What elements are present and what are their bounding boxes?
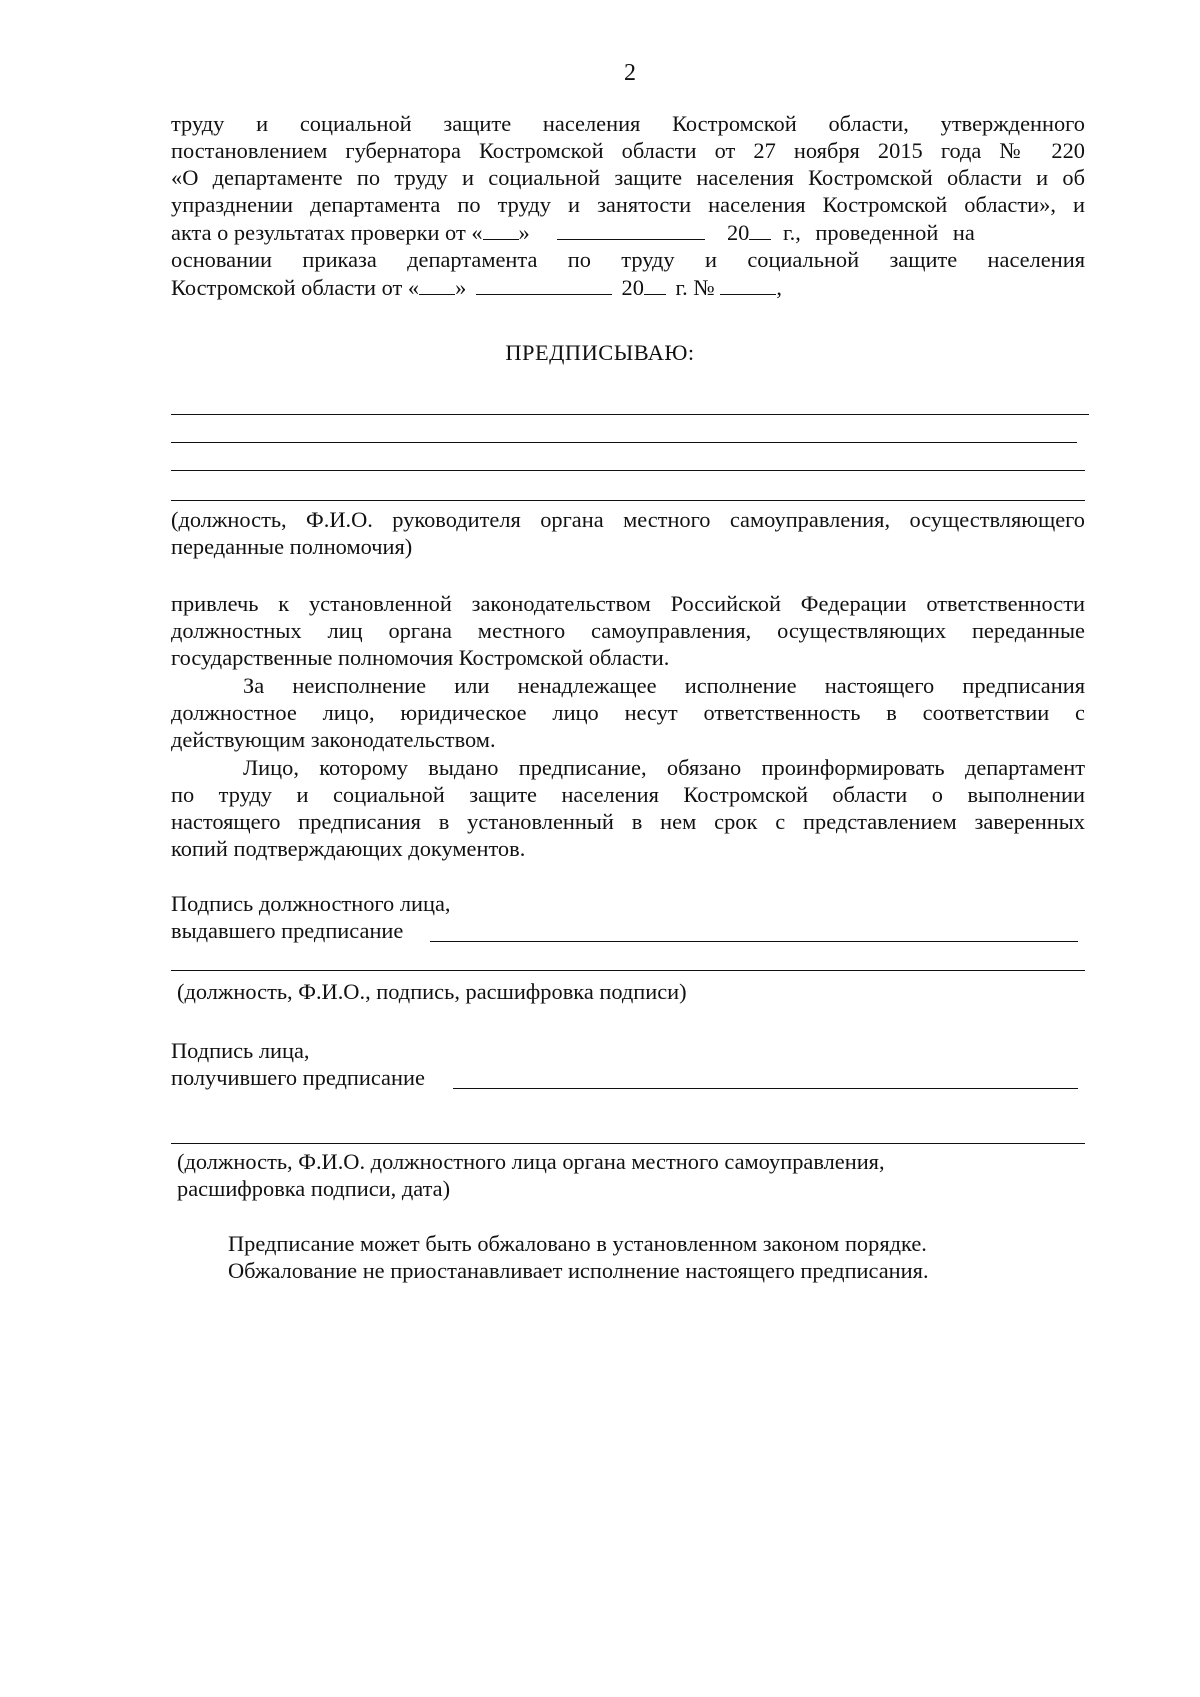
month-blank[interactable] [557,218,705,240]
fill-line[interactable] [171,470,1085,471]
recipient-signature-label: получившего предписание [171,1065,425,1090]
intro-paragraph [171,110,1085,301]
reporting-paragraph: Лицо, которому выдано предписание, обязано проинформировать департамент по труду и социальной защите населения Костромской области о выполнении настоящего предписания в установленный в нем срок с представлением заверенных копий подтверждающих документов. [171,755,1085,861]
intro-line: «О департаменте по труду и социальной защите населения Костромской области и об [171,165,1085,190]
fill-line[interactable] [171,442,1077,443]
issuer-signature-caption: (должность, Ф.И.О., подпись, расшифровка подписи) [177,979,687,1004]
intro-line: постановлением губернатора Костромской области от 27 ноября 2015 года № 220 [171,138,1085,163]
intro-line: упразднении департамента по труду и занятости населения Костромской области», и [171,192,1085,217]
obligation-paragraph: привлечь к установленной законодательством Российской Федерации ответственности должностных лиц органа местного самоуправления, осуществляющих переданные государственные полномочия Костромской области. [171,591,1085,670]
appeal-note: Предписание может быть обжаловано в установленном законом порядке. Обжалование не приостанавливает исполнение настоящего предписания. [228,1231,929,1283]
issuer-signature-line[interactable] [430,941,1078,942]
fill-line[interactable] [171,500,1085,501]
order-day-blank[interactable] [419,273,455,295]
page-number: 2 [624,60,636,86]
issuer-signature-label: Подпись должностного лица, [171,891,451,916]
liability-paragraph: За неисполнение или ненадлежащее исполнение настоящего предписания должностное лицо, юридическое лицо несут ответственность в соответствии с действующим законодательством. [171,673,1085,752]
issuer-signature-block [171,890,451,944]
order-month-blank[interactable] [476,273,612,295]
day-blank[interactable] [483,218,519,240]
issuer-signature-label: выдавшего предписание [171,918,404,943]
year-blank[interactable] [749,218,771,240]
recipient-signature-block [171,1037,425,1091]
official-caption: (должность, Ф.И.О. руководителя органа местного самоуправления, осуществляющего переданные полномочия) [171,507,1085,559]
document-heading: ПРЕДПИСЫВАЮ: [505,340,695,365]
intro-line-inspection-act: акта о результатах проверки от « » 20 г., проведенной на [171,220,975,245]
intro-line-order: Костромской области от « » 20 г. № , [171,275,782,300]
recipient-details-line[interactable] [171,1143,1085,1144]
recipient-signature-caption: (должность, Ф.И.О. должностного лица органа местного самоуправления, расшифровка подписи, дата) [177,1149,885,1201]
intro-line: труду и социальной защите населения Костромской области, утвержденного [171,111,1085,136]
issuer-details-line[interactable] [171,970,1085,971]
order-year-blank[interactable] [644,273,666,295]
recipient-signature-line[interactable] [453,1088,1078,1089]
intro-line: основании приказа департамента по труду и социальной защите населения [171,247,1085,272]
fill-line[interactable] [171,414,1089,415]
recipient-signature-label: Подпись лица, [171,1038,310,1063]
order-number-blank[interactable] [720,273,776,295]
